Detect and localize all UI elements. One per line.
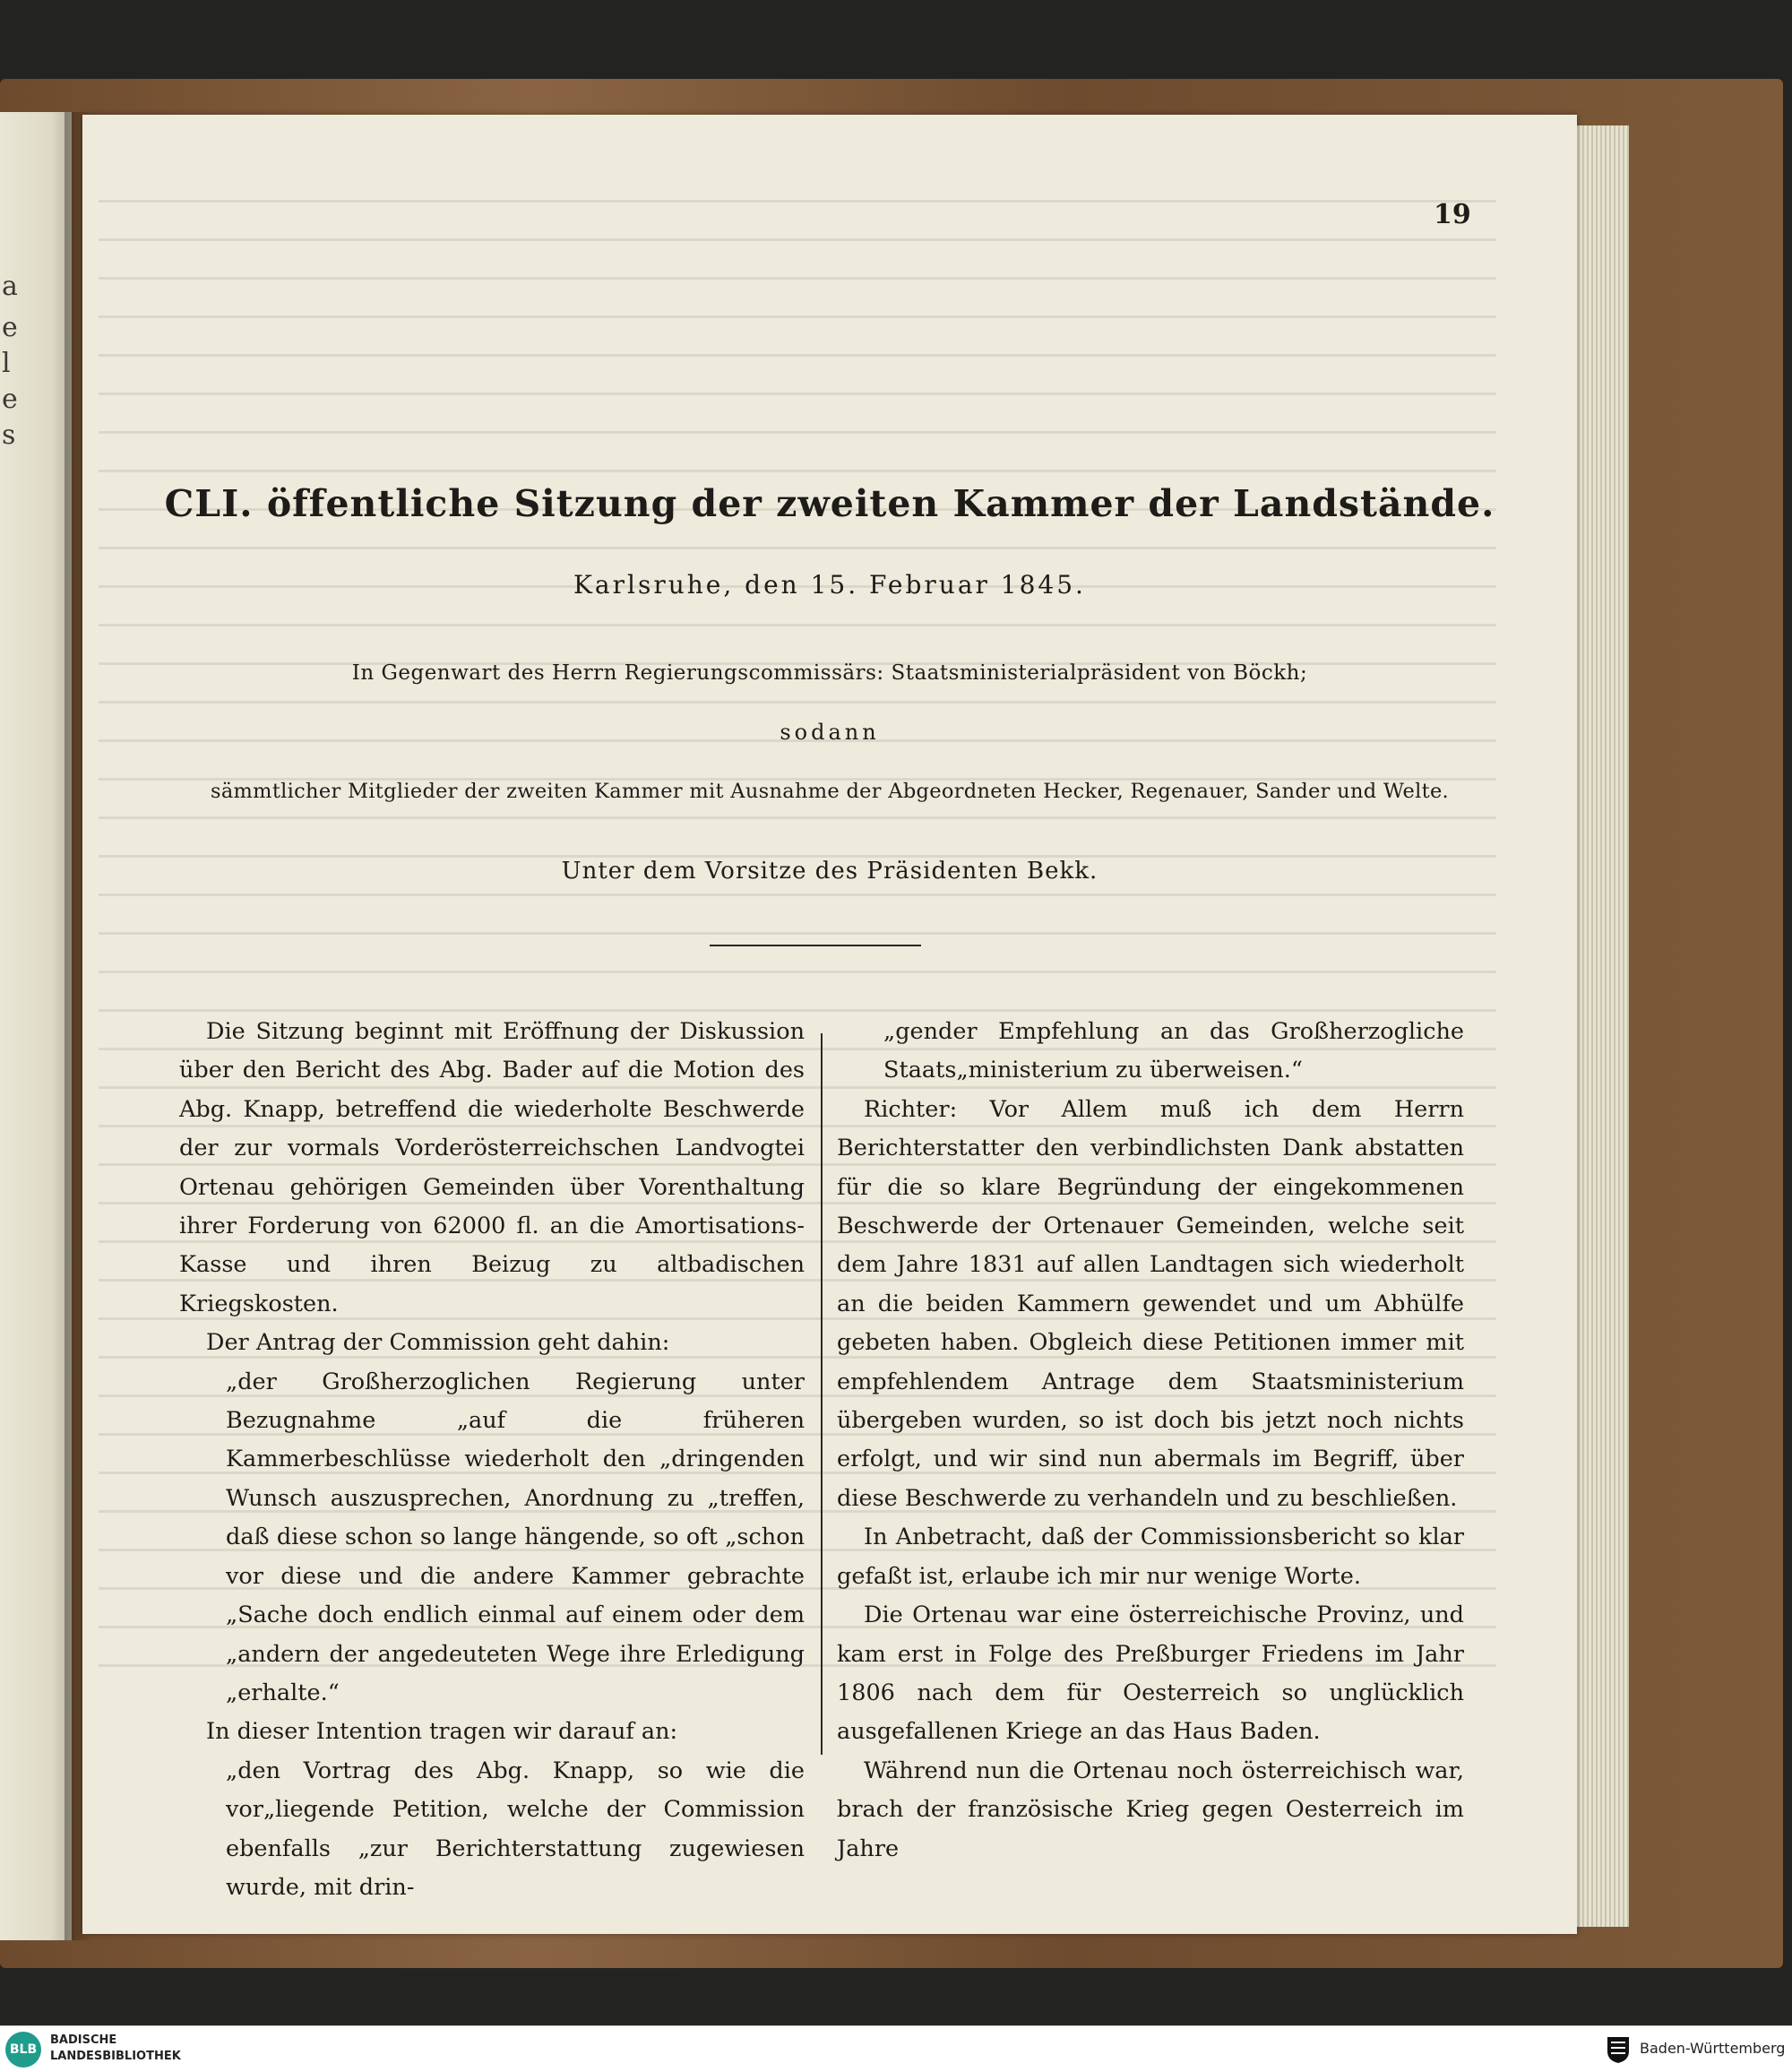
left-page-edge [0, 112, 72, 1940]
footer-bar [0, 2025, 1792, 2072]
library-name-line: LANDESBIBLIOTHEK [50, 2050, 181, 2063]
members-line: sämmtlicher Mitglieder der zweiten Kammer mit Ausnahme der Abgeordneten Hecker, Regenauer, Sander und Welte. [210, 780, 1450, 803]
left-page-fragment: e [2, 384, 18, 415]
dateline: Karlsruhe, den 15. Februar 1845. [573, 570, 1086, 600]
paragraph: Der Antrag der Commission geht dahin: [206, 1329, 670, 1357]
left-page-fragment: s [2, 419, 16, 451]
blb-logo-icon[interactable]: BLB [5, 2032, 41, 2068]
page-number: 19 [1434, 199, 1471, 230]
paragraph: Die Ortenau war eine österreichische Provinz, und kam erst in Folge des Preßburger Friedens im Jahr 1806 nach dem für Oesterreich so unglücklich ausgefallenen Kriege an das Haus Baden. [837, 1601, 1464, 1746]
left-column [179, 1013, 805, 1907]
library-name-line: BADISCHE [50, 2033, 117, 2047]
paragraph: In dieser Intention tragen wir darauf an: [206, 1718, 678, 1746]
library-name [50, 2033, 181, 2065]
page-content [82, 115, 1577, 1934]
left-page-fragment: a [2, 271, 18, 302]
bw-crest-icon [1606, 2035, 1631, 2064]
quoted-motion: „den Vortrag des Abg. Knapp, so wie die vor„liegende Petition, welche der Commission ebenfalls „zur Berichterstattung zugewiesen wurde, mit drin- [226, 1757, 805, 1901]
paragraph: Während nun die Ortenau noch österreichisch war, brach der französische Krieg gegen Oesterreich im Jahre [837, 1757, 1464, 1862]
section-rule [710, 945, 921, 946]
presence-line: In Gegenwart des Herrn Regierungscommissärs: Staatsministerialpräsident von Böckh; [351, 661, 1308, 685]
presidency-line: Unter dem Vorsitze des Präsidenten Bekk. [561, 858, 1098, 885]
column-divider [821, 1033, 823, 1755]
left-page-fragment: e [2, 312, 18, 343]
session-heading: CLI. öffentliche Sitzung der zweiten Kammer der Landstände. [164, 482, 1495, 525]
sodann-line: sodann [780, 720, 880, 745]
left-page-fragment: l [2, 348, 11, 379]
paragraph: In Anbetracht, daß der Commissionsbericht so klar gefaßt ist, erlaube ich mir nur wenige Worte. [837, 1524, 1464, 1590]
right-column [837, 1013, 1464, 1869]
state-name[interactable]: Baden-Württemberg [1640, 2040, 1786, 2057]
paragraph: Richter: Vor Allem muß ich dem Herrn Berichterstatter den verbindlichsten Dank abstatten für die so klare Begründung der eingekommenen Beschwerde der Ortenauer Gemeinden, welche seit dem Jahre 1831 auf allen Landtagen sich wiederholt an die beiden Kammern gewendet und um Abhülfe gebeten haben. Obgleich diese Petitionen immer mit empfehlendem Antrage dem Staatsministerium übergeben wurden, so ist doch bis jetzt noch nichts erfolgt, und wir sind nun abermals im Begriff, über diese Beschwerde zu verhandeln und zu beschließen. [837, 1095, 1464, 1512]
paragraph: Die Sitzung beginnt mit Eröffnung der Diskussion über den Bericht des Abg. Bader auf die Motion des Abg. Knapp, betreffend die wiederholte Beschwerde der zur vormals Vorderösterreichschen Landvogtei Ortenau gehörigen Gemeinden über Vorenthaltung ihrer Forderung von 62000 fl. an die Amortisations-Kasse und ihren Beizug zu altbadischen Kriegskosten. [179, 1018, 805, 1317]
quoted-motion: „der Großherzoglichen Regierung unter Bezugnahme „auf die früheren Kammerbeschlüsse wiederholt den „dringenden Wunsch auszusprechen, Anordnung zu „treffen, daß diese schon so lange hängende, so oft „schon vor diese und die andere Kammer gebrachte „Sache doch endlich einmal auf einem oder dem „andern der angedeuteten Wege ihre Erledigung „erhalte.“ [226, 1368, 805, 1706]
quoted-motion: „gender Empfehlung an das Großherzogliche Staats„ministerium zu überweisen.“ [883, 1018, 1464, 1084]
